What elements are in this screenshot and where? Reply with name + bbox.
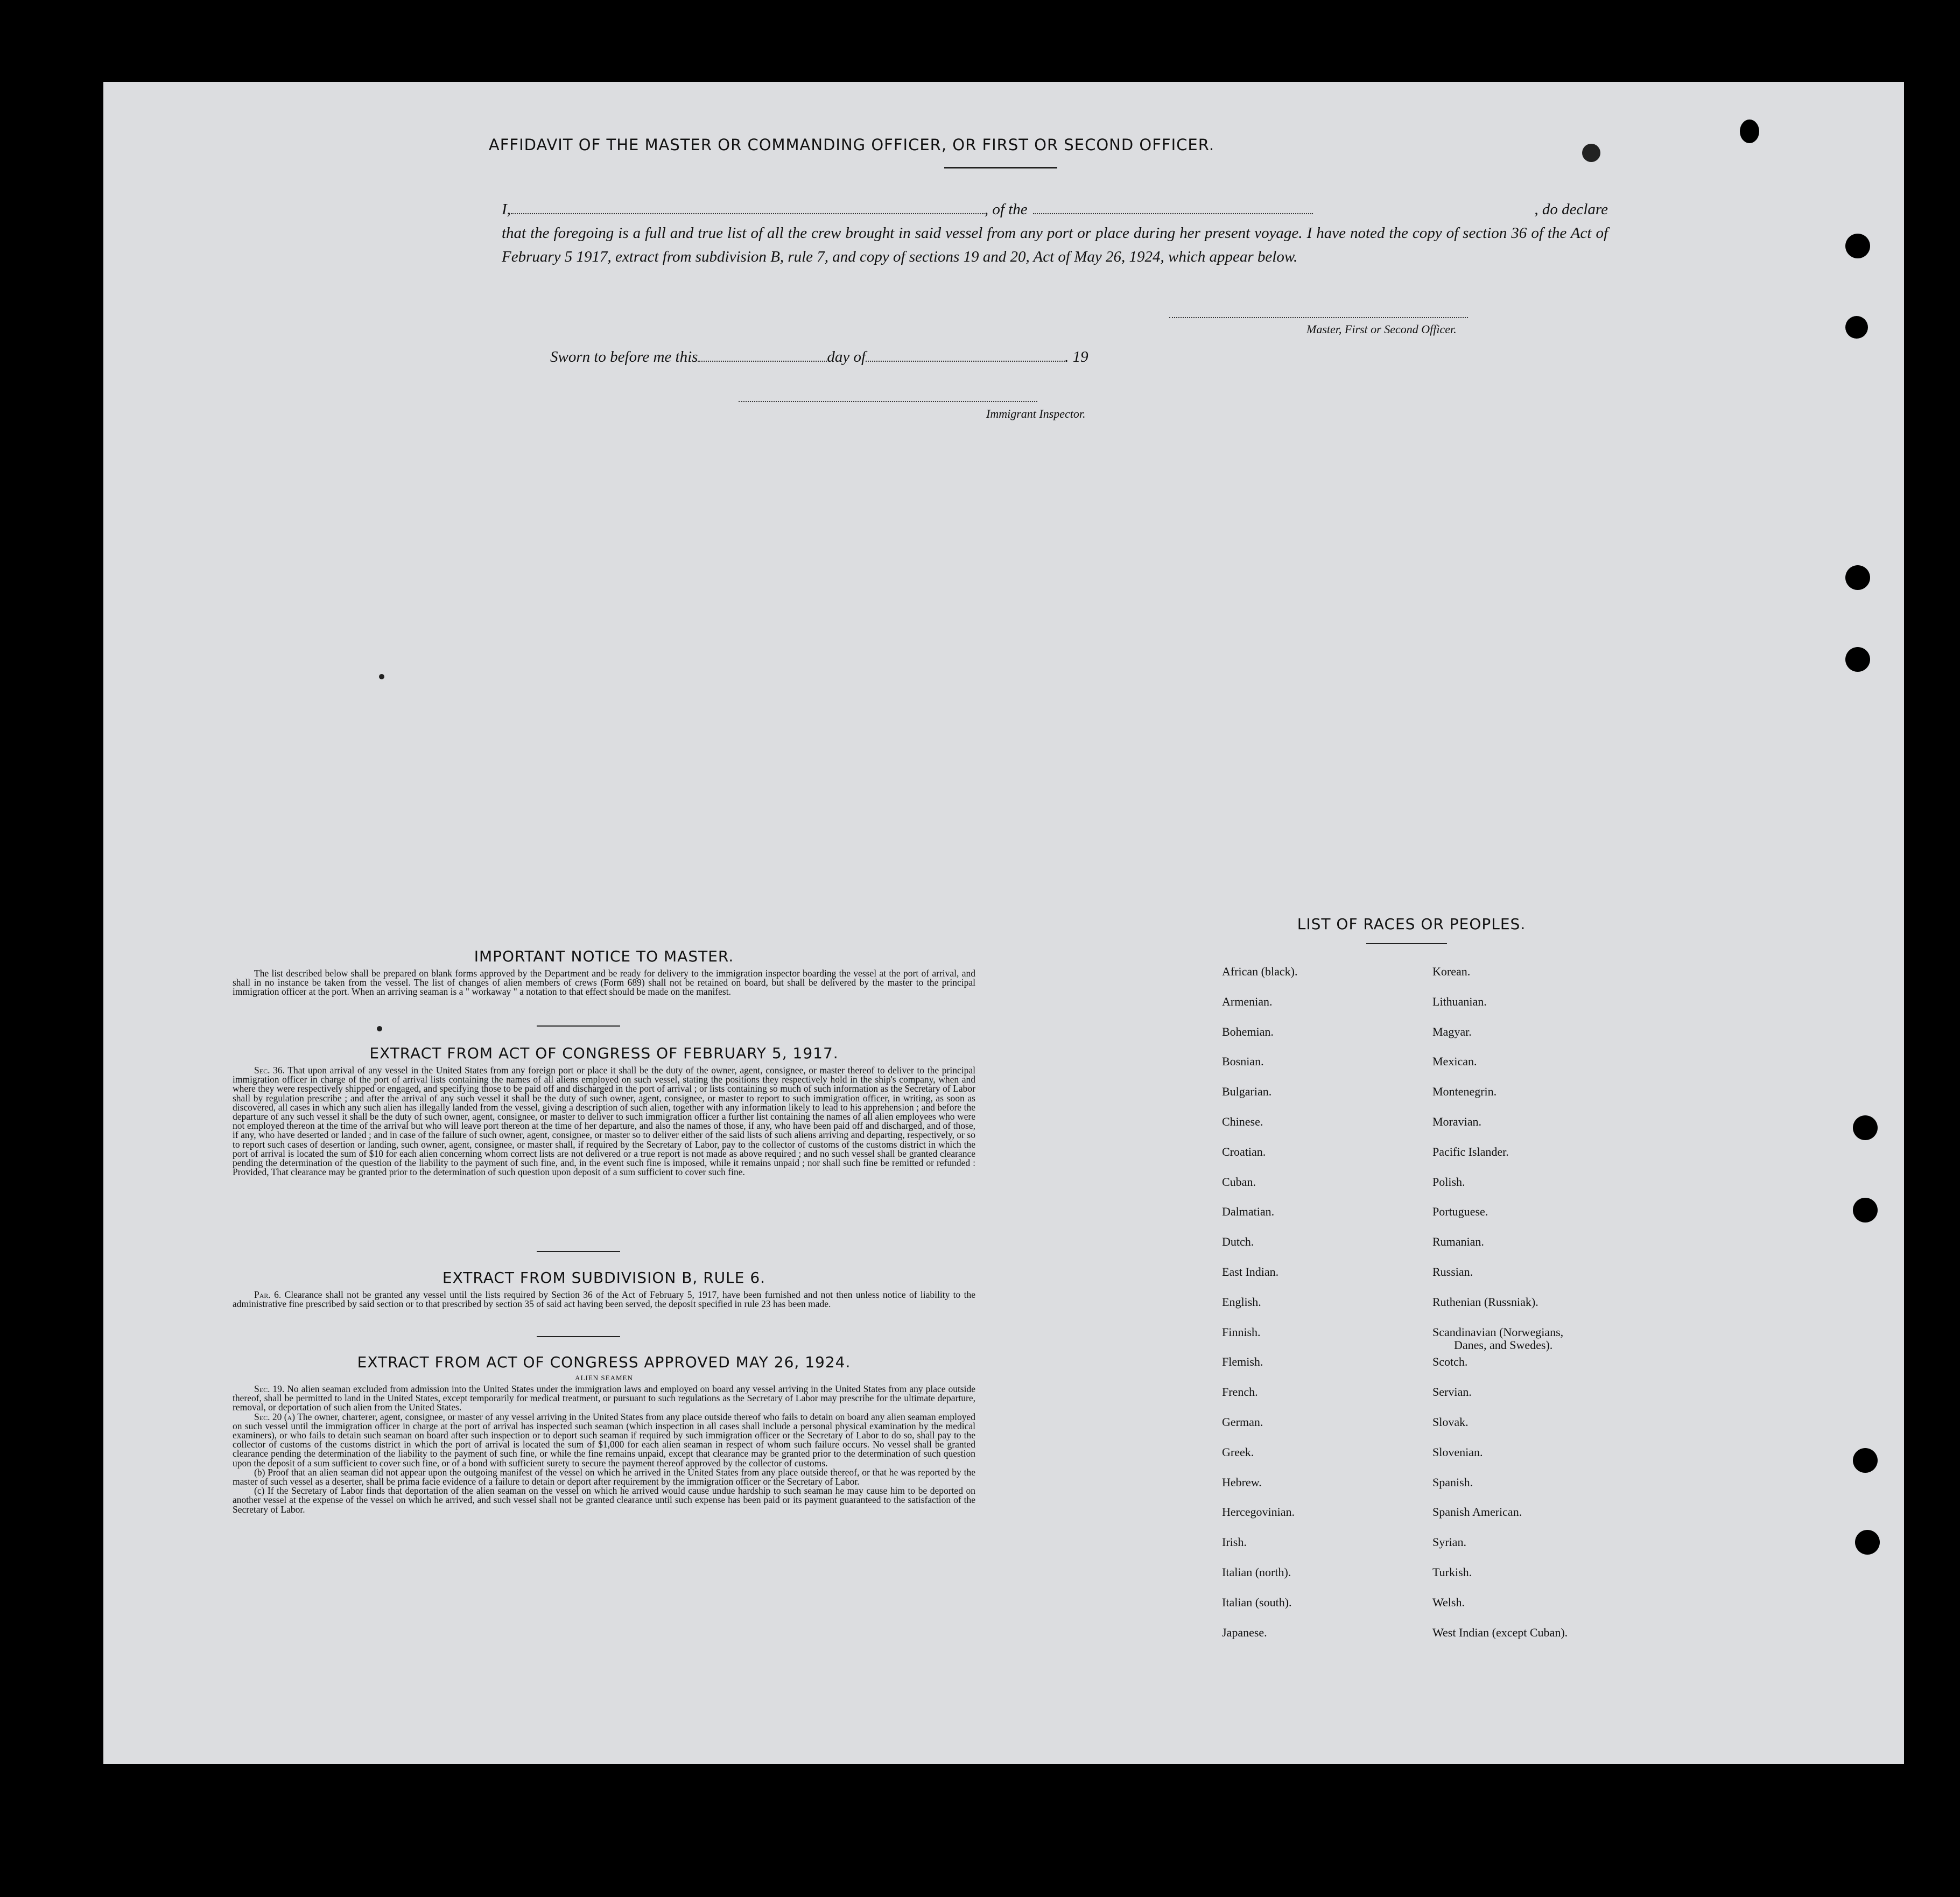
affidavit-title: AFFIDAVIT OF THE MASTER OR COMMANDING OFFICER, OR FIRST OR SECOND OFFICER. [488, 136, 1215, 154]
ink-speck [1582, 144, 1600, 162]
sec-19-text: No alien seaman excluded from admission into the United States under the immigration laws and employed on board any vessel arriving in the United States from any place outside thereof, shall be permitted to land in the United States, except temporarily for medical treatment, or pursuant to such regulations as the Secretary of Labor may prescribe for the ultimate departure, removal, or deportation of such alien from the United States. [233, 1383, 975, 1413]
race-item: Slovak. [1432, 1415, 1469, 1429]
race-item: Welsh. [1432, 1595, 1465, 1609]
sec-20b-paragraph: (b) Proof that an alien seaman did not appear upon the outgoing manifest of the vessel on which he arrived in the United States from any place outside thereof, or that he was reported by the master of such vessel as a deserter, shall be prima facie evidence of a failure to detain or deport after requirement by the immigration officer or the Secretary of Labor. [233, 1466, 975, 1487]
race-item: Dutch. [1222, 1235, 1254, 1249]
race-item: Syrian. [1432, 1535, 1466, 1549]
race-item: Danes, and Swedes). [1454, 1338, 1553, 1352]
race-item: Turkish. [1432, 1565, 1472, 1579]
document-page [103, 82, 1904, 1764]
race-item: Slovenian. [1432, 1445, 1483, 1459]
race-item: Scandinavian (Norwegians, [1432, 1325, 1564, 1339]
punch-hole [1853, 1115, 1878, 1140]
sworn-day-blank [698, 350, 827, 362]
sworn-suffix: . 19 [1065, 348, 1088, 366]
race-item: Russian. [1432, 1265, 1473, 1278]
race-item: Japanese. [1222, 1625, 1267, 1639]
race-item: Armenian. [1222, 994, 1273, 1008]
race-item: Bohemian. [1222, 1024, 1274, 1038]
extract-1917-text [233, 1066, 975, 1177]
race-item: Moravian. [1432, 1115, 1482, 1128]
subdivision-b-divider [537, 1336, 620, 1337]
punch-hole [1845, 234, 1870, 258]
affidavit-text-block [502, 198, 1608, 269]
punch-hole [1845, 565, 1870, 590]
declaration-start: I, [502, 201, 511, 218]
race-item: Italian (south). [1222, 1595, 1292, 1609]
punch-hole [1845, 316, 1868, 339]
race-item: Scotch. [1432, 1355, 1468, 1369]
sec-20c-paragraph: (c) If the Secretary of Labor finds that deportation of the alien seaman on the vessel on which he arrived would cause undue hardship to such seaman he may cause him to be deported on another vessel at the expense of the vessel on which he arrived, and such vessel shall not be granted clearance until such expense has been paid or its payment guaranteed to the satisfaction of the Secretary of Labor. [233, 1485, 975, 1515]
race-item: Lithuanian. [1432, 994, 1487, 1008]
race-item: Greek. [1222, 1445, 1254, 1459]
race-item: Spanish. [1432, 1475, 1473, 1489]
sworn-month-blank [866, 350, 1065, 362]
subdivision-b-text [233, 1290, 975, 1309]
race-item: Chinese. [1222, 1115, 1263, 1128]
race-item: Finnish. [1222, 1325, 1261, 1339]
race-item: West Indian (except Cuban). [1432, 1625, 1568, 1639]
affidavit-declaration-line [502, 198, 1608, 221]
declaration-mid: , of the [984, 201, 1028, 218]
punch-hole [1853, 1448, 1878, 1473]
master-signature-line [1169, 317, 1468, 318]
race-item: Korean. [1432, 965, 1471, 978]
race-item: Hebrew. [1222, 1475, 1262, 1489]
race-item: African (black). [1222, 965, 1298, 978]
punch-hole [1853, 1198, 1878, 1222]
subdivision-b-title: EXTRACT FROM SUBDIVISION B, RULE 6. [442, 1269, 766, 1287]
race-item: Flemish. [1222, 1355, 1263, 1369]
sec-36-label: Sec. 36. [254, 1065, 285, 1076]
par-6-text: Clearance shall not be granted any vessel until the lists required by Section 36 of the Act of February 5, 1917, have been furnished and not then unless notice of liability to the administrative fine prescribed by said section or to that prescribed by section 35 of said act having been served, the deposit specified in rule 23 has been made. [233, 1289, 976, 1310]
race-item: Magyar. [1432, 1024, 1472, 1038]
notice-divider [537, 1025, 620, 1027]
inspector-signature-label: Immigrant Inspector. [986, 407, 1086, 420]
extract-1924-text [233, 1385, 975, 1514]
sworn-prefix: Sworn to before me this [550, 348, 698, 366]
officer-name-blank [511, 201, 985, 214]
race-item: Servian. [1432, 1385, 1472, 1399]
race-item: Polish. [1432, 1175, 1465, 1189]
race-item: Cuban. [1222, 1175, 1256, 1189]
alien-seamen-subtitle: ALIEN SEAMEN [575, 1374, 633, 1382]
inspector-signature-line [739, 401, 1037, 402]
race-item: Hercegovinian. [1222, 1505, 1295, 1519]
punch-hole [1845, 647, 1870, 672]
extract-1917-divider [537, 1251, 620, 1252]
races-title: LIST OF RACES OR PEOPLES. [1297, 915, 1526, 933]
race-item: East Indian. [1222, 1265, 1279, 1278]
title-divider [944, 167, 1057, 168]
race-item: Croatian. [1222, 1144, 1266, 1158]
master-signature-label: Master, First or Second Officer. [1306, 322, 1457, 336]
sworn-mid: day of [827, 348, 866, 366]
race-item: English. [1222, 1295, 1261, 1309]
ink-speck [379, 674, 384, 679]
race-item: Dalmatian. [1222, 1205, 1275, 1219]
races-divider [1366, 943, 1447, 944]
race-item: Rumanian. [1432, 1235, 1484, 1249]
race-item: Bulgarian. [1222, 1085, 1272, 1099]
sec-19-label: Sec. 19. [254, 1383, 285, 1394]
sec-36-text: That upon arrival of any vessel in the United States from any foreign port or place it shall be the duty of the owner, agent, consignee, or master thereof to deliver to the principal immigration officer in charge of the port of arrival lists containing the names of all aliens employed on such vessel, stating the positions they respectively hold in the ship's company, when and where they were respectively shipped or engaged, and specifying those to be paid off and discharged in the port of arrival ; or lists containing so much of such information as the Secretary of Labor shall by regulation prescribe ; and after the arrival of any such vessel it shall be the duty of such owner, agent, consignee, or master to report to such immigration officer, in writing, as soon as discovered, all cases in which any such alien has illegally landed from the vessel, giving a description of such alien, together with any information likely to lead to his apprehension ; and before the departure of any such vessel it shall be the duty of such owner, agent, consignee, or master to deliver to such immigration officer a further list containing the names of all alien employees who were not employed thereon at the time of the arrival but who will leave port thereon at the time of her departure, and also the names of those, if any, who have been paid off and discharged, and of those, if any, who have deserted or landed ; and in case of the failure of such owner, agent, consignee, or master so to deliver either of the said lists of such aliens arriving and departing, respectively, or so to report such cases of desertion or landing, such owner, agent, consignee, or master shall, if required by the Secretary of Labor, pay to the collector of customs of the customs district in which the port of arrival is located the sum of $10 for each alien concerning whom correct lists are not delivered or a true report is not made as above required ; and no such vessel shall be granted clearance pending the determination of the question of the liability to the payment of such fine, and, in the event such fine is imposed, while it remains unpaid ; nor shall such fine be remitted or refunded : Provided, That clearance may be granted prior to the determination of such question upon deposit of a sum sufficient to cover such fine. [233, 1065, 975, 1178]
sworn-line [550, 348, 1088, 366]
race-item: Ruthenian (Russniak). [1432, 1295, 1539, 1309]
race-item: Portuguese. [1432, 1205, 1488, 1219]
vessel-name-blank [1033, 201, 1313, 214]
ink-speck [377, 1026, 382, 1031]
declaration-end: , do declare [1534, 201, 1608, 218]
sec-20a-text: The owner, charterer, agent, consignee, or master of any vessel arriving in the United States from any place outside thereof who fails to detain on board any alien seaman employed on such vessel until the immigration officer in charge at the port of arrival has inspected such seaman (which inspection in all cases shall include a personal physical examination by the medical examiners), or who fails to detain such seaman on board after such inspection or to deport such seaman if required by such immigration officer or the Secretary of Labor to do so, shall pay to the collector of customs of the customs district in which the port of arrival is located the sum of $1,000 for each alien seaman in respect of whom such failure occurs. No vessel shall be granted clearance pending the determination of the liability to the payment of such fine, or while the fine remains unpaid, except that clearance may be granted prior to the determination of such question upon the deposit of a sum sufficient to cover such fine, or of a bond with sufficient surety to secure the payment thereof approved by the collector of customs. [233, 1411, 975, 1469]
race-item: Bosnian. [1222, 1055, 1264, 1069]
race-item: Pacific Islander. [1432, 1144, 1509, 1158]
extract-1924-title: EXTRACT FROM ACT OF CONGRESS APPROVED MAY 26, 1924. [357, 1353, 851, 1371]
race-item: Spanish American. [1432, 1505, 1522, 1519]
race-item: French. [1222, 1385, 1258, 1399]
notice-title: IMPORTANT NOTICE TO MASTER. [474, 947, 734, 965]
declaration-body: that the foregoing is a full and true list of all the crew brought in said vessel from any port or place during her present voyage. I have noted the copy of section 36 of the Act of February 5 1917, extract from subdivision B, rule 7, and copy of sections 19 and 20, Act of May 26, 1924, which appear below. [502, 224, 1608, 265]
sec-20-label: Sec. 20 (a) [254, 1411, 296, 1422]
race-item: German. [1222, 1415, 1263, 1429]
sec-20a-paragraph [233, 1413, 975, 1468]
race-item: Italian (north). [1222, 1565, 1291, 1579]
notice-text: The list described below shall be prepared on blank forms approved by the Department and be ready for delivery to the immigration inspector boarding the vessel at the port of arrival, and shall in no instance be taken from the vessel. The list of changes of alien members of crews (Form 689) shall not be retained on board, but shall be delivered by the master to the principal immigration officer at the port. When an arriving seaman is a " workaway " a notation to that effect should be made on the manifest. [233, 968, 975, 997]
extract-1917-title: EXTRACT FROM ACT OF CONGRESS OF FEBRUARY 5, 1917. [369, 1044, 839, 1062]
race-item: Mexican. [1432, 1055, 1477, 1069]
punch-hole [1855, 1530, 1880, 1555]
race-item: Montenegrin. [1432, 1085, 1497, 1099]
race-item: Irish. [1222, 1535, 1247, 1549]
par-6-label: Par. 6. [254, 1289, 282, 1300]
sec-19-paragraph [233, 1385, 975, 1413]
punch-hole [1740, 120, 1759, 143]
